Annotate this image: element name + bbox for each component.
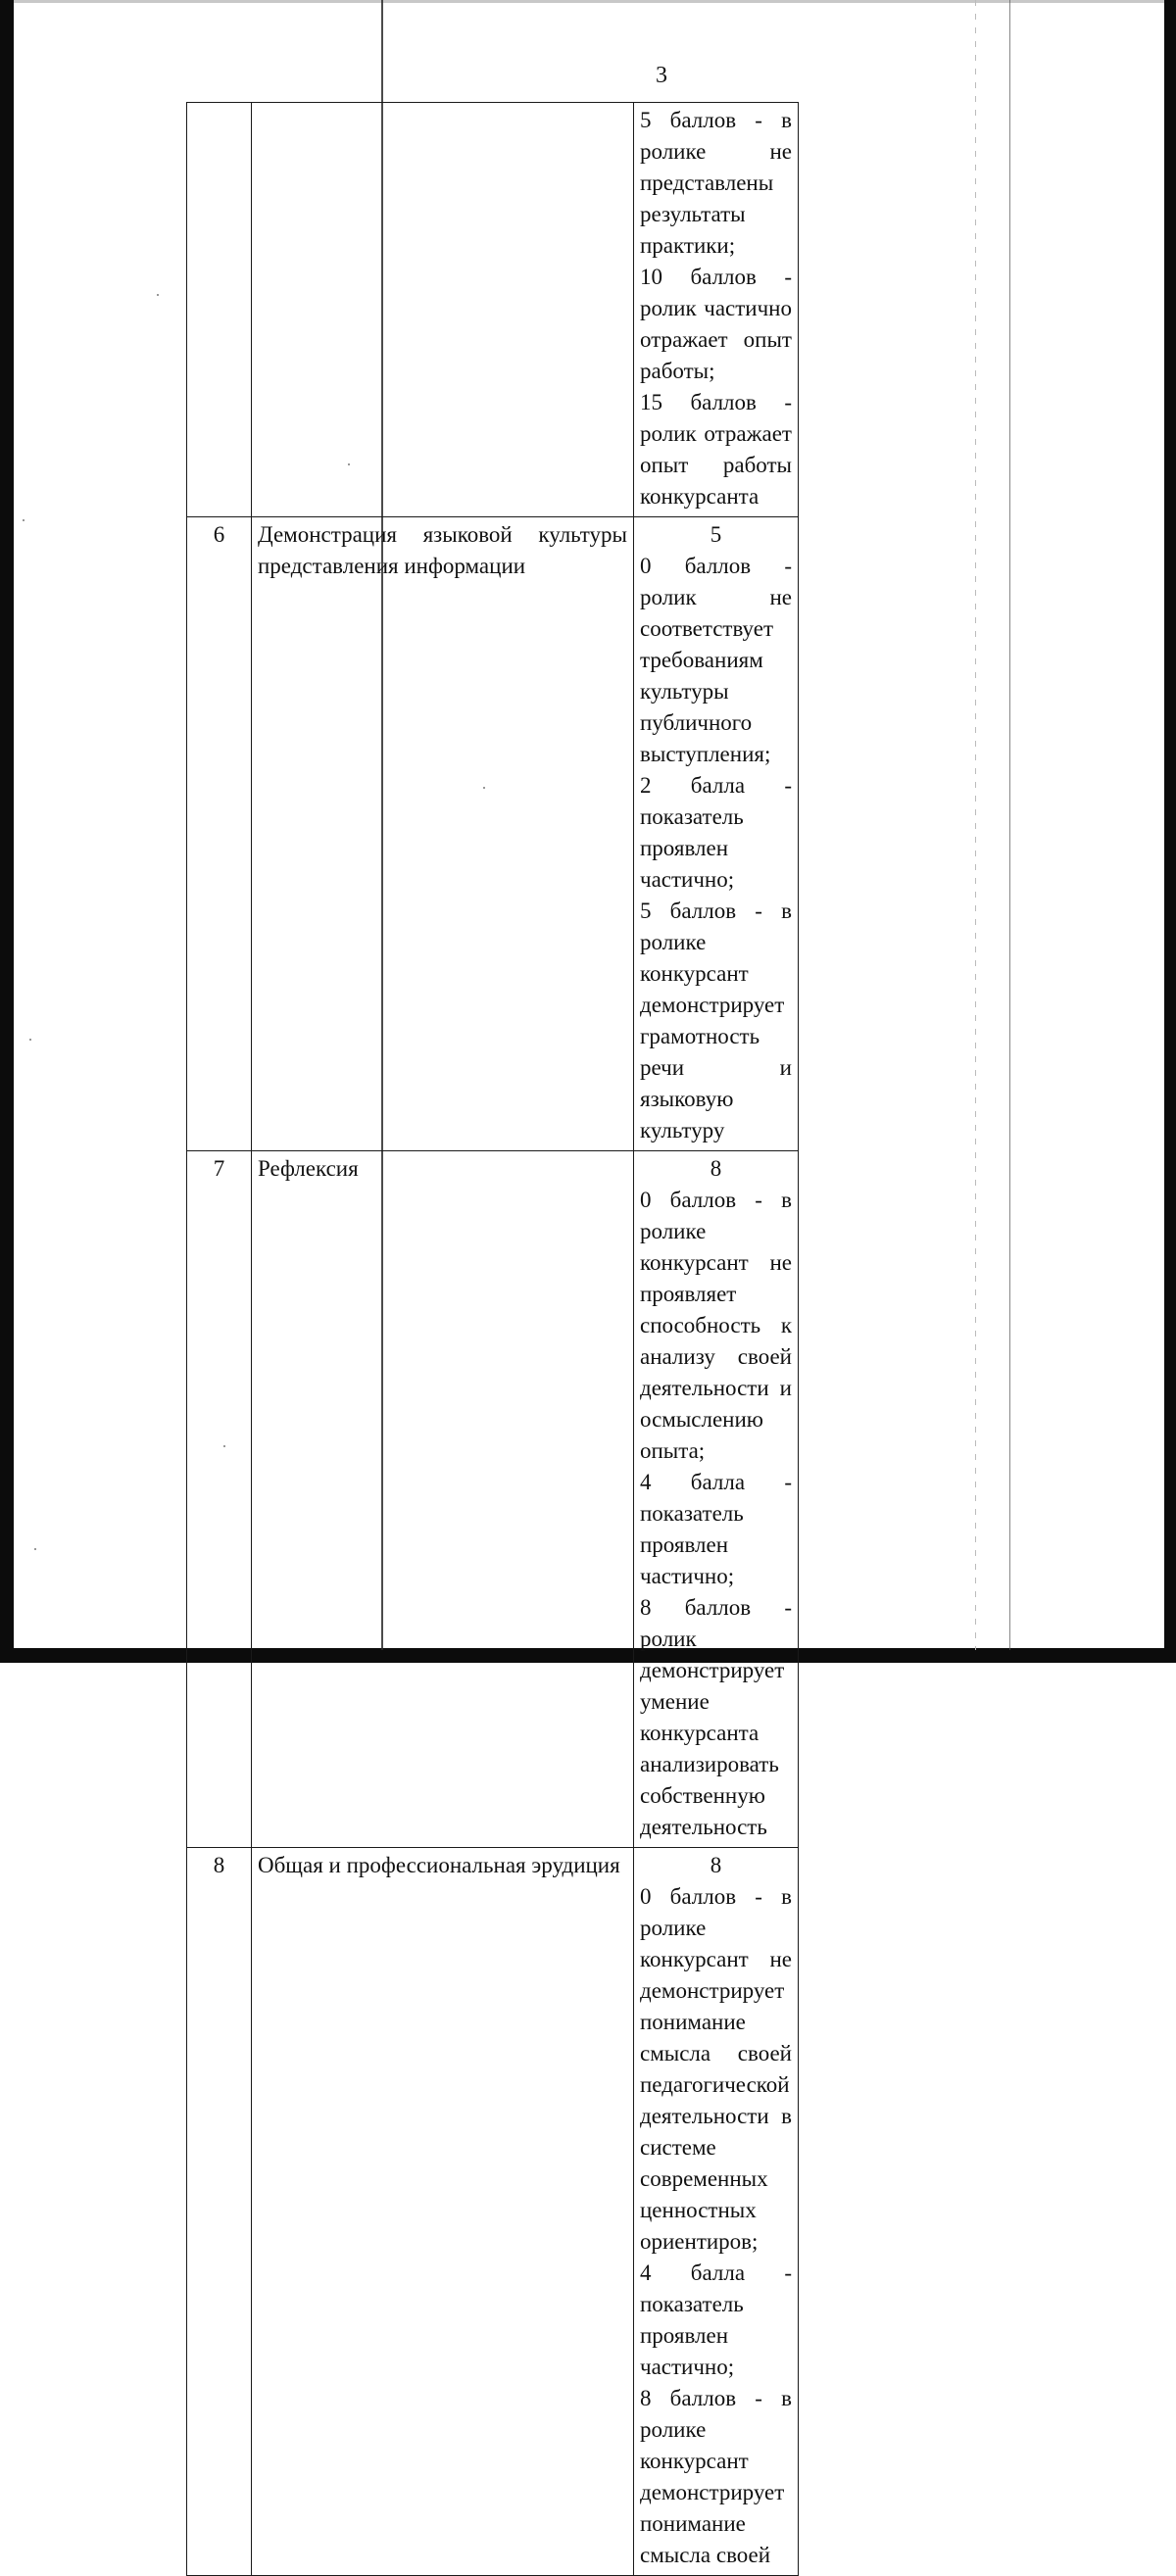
criterion-score-cell [634, 1151, 799, 1848]
scan-border-top [0, 0, 1176, 3]
scan-border-left [0, 0, 14, 1663]
score-level: 4 балла - показатель проявлен частично; [640, 1470, 792, 1588]
criterion-number: 7 [187, 1151, 252, 1848]
scan-border-right [1164, 0, 1176, 1663]
criterion-name: Рефлексия [252, 1151, 634, 1848]
score-level: 15 баллов - ролик отражает опыт работы конкурсанта [640, 390, 792, 509]
max-score: 8 [710, 1853, 722, 1877]
score-level: 5 баллов - в ролике не представлены результаты практики; [640, 108, 792, 258]
criterion-number: 6 [187, 517, 252, 1151]
score-level: 8 баллов - ролик демонстрирует умение конкурсанта анализировать собственную деятельность [640, 1595, 792, 1839]
criterion-name: Общая и профессиональная эрудиция [252, 1848, 634, 2576]
score-level: 4 балла - показатель проявлен частично; [640, 2260, 792, 2379]
criterion-score-cell [634, 103, 799, 517]
criterion-score-cell [634, 517, 799, 1151]
score-level: 2 балла - показатель проявлен частично; [640, 773, 792, 892]
criterion-name [252, 103, 634, 517]
criteria-table [186, 102, 1151, 2576]
table-row [187, 1848, 1151, 2576]
score-level: 5 баллов - в ролике конкурсант демонстрирует грамотность речи и языковую культуру [640, 899, 792, 1142]
criterion-score-cell [634, 1848, 799, 2576]
scan-speck [157, 294, 159, 296]
criterion-number: 8 [187, 1848, 252, 2576]
table-row [187, 1151, 1151, 1848]
scan-speck [23, 519, 24, 521]
scan-speck [29, 1039, 31, 1041]
criterion-number [187, 103, 252, 517]
page-number: 3 [656, 63, 667, 88]
scan-speck [34, 1548, 36, 1550]
table-row [187, 103, 1151, 517]
score-level: 0 баллов - в ролике конкурсант не демонстрирует понимание смысла своей педагогической деятельности в системе современных ценностных ориентиров; [640, 1884, 792, 2254]
criterion-name: Демонстрация языковой культуры представления информации [252, 517, 634, 1151]
score-level: 10 баллов - ролик частично отражает опыт работы; [640, 265, 792, 383]
score-level: 0 баллов - в ролике конкурсант не проявляет способность к анализу своей деятельности и осмыслению опыта; [640, 1188, 792, 1463]
table-row [187, 517, 1151, 1151]
score-level: 0 баллов - ролик не соответствует требованиям культуры публичного выступления; [640, 554, 792, 766]
max-score: 5 [710, 522, 722, 547]
score-level: 8 баллов - в ролике конкурсант демонстрирует понимание смысла своей [640, 2386, 792, 2567]
max-score: 8 [710, 1156, 722, 1181]
